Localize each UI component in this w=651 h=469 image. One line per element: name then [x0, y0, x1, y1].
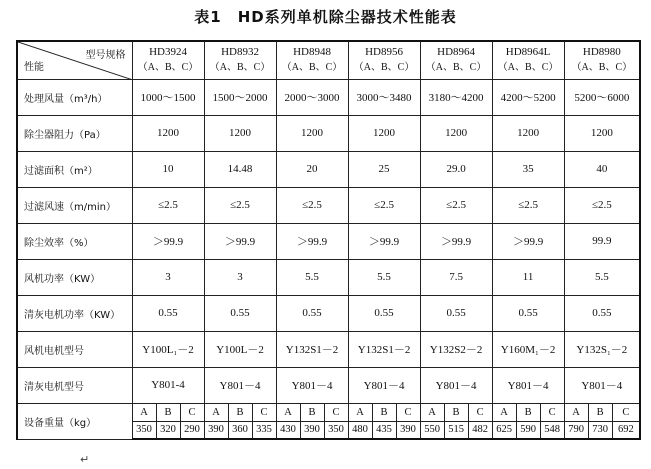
corner-header-cell — [17, 41, 132, 79]
table-row — [17, 367, 640, 403]
weight-value-cell: 550 — [420, 421, 444, 439]
value-cell: 0.55 — [348, 295, 420, 331]
value-cell: ≤2.5 — [492, 187, 564, 223]
value-cell: 1500～2000 — [204, 79, 276, 115]
weight-variant-label: C — [612, 403, 640, 421]
row-label: 过滤面积（m²） — [17, 151, 132, 187]
value-cell: Y100L－2 — [204, 331, 276, 367]
weight-value-cell: 430 — [276, 421, 300, 439]
model-header-cell — [132, 41, 204, 79]
weight-value-cell: 515 — [444, 421, 468, 439]
weight-variant-label: B — [156, 403, 180, 421]
model-header-cell — [204, 41, 276, 79]
value-cell: 10 — [132, 151, 204, 187]
row-label: 风机功率（KW） — [17, 259, 132, 295]
model-name: HD8932 — [221, 46, 259, 59]
value-cell: 5.5 — [348, 259, 420, 295]
value-cell: Y801－4 — [348, 367, 420, 403]
header-row — [17, 41, 640, 79]
value-cell: 0.55 — [420, 295, 492, 331]
value-cell: 99.9 — [564, 223, 640, 259]
model-name: HD8964L — [505, 46, 551, 59]
value-cell: Y132S1－2 — [348, 331, 420, 367]
value-cell: Y132S₁－2 — [564, 331, 640, 367]
weight-variant-label: A — [348, 403, 372, 421]
model-header-cell — [492, 41, 564, 79]
weight-variant-label: C — [324, 403, 348, 421]
weight-variant-label: B — [372, 403, 396, 421]
value-cell: 29.0 — [420, 151, 492, 187]
weight-variant-label: B — [444, 403, 468, 421]
table-title: 表1 HD系列单机除尘器技术性能表 — [194, 8, 457, 26]
row-label: 处理风量（m³/h） — [17, 79, 132, 115]
value-cell: 7.5 — [420, 259, 492, 295]
value-cell: Y160M₁－2 — [492, 331, 564, 367]
table-row — [17, 187, 640, 223]
weight-variant-label: C — [180, 403, 204, 421]
model-variants: （A、B、C） — [425, 62, 487, 74]
model-variants: （A、B、C） — [137, 62, 199, 74]
value-cell: 3 — [132, 259, 204, 295]
value-cell: ＞99.9 — [132, 223, 204, 259]
weight-value-cell: 390 — [396, 421, 420, 439]
value-cell: Y801－4 — [204, 367, 276, 403]
value-cell: 4200～5200 — [492, 79, 564, 115]
corner-top-label: 型号规格 — [85, 50, 126, 61]
model-variants: （A、B、C） — [571, 62, 633, 74]
table-row — [17, 331, 640, 367]
weight-variant-label: B — [588, 403, 612, 421]
value-cell: 1200 — [132, 115, 204, 151]
weight-label: 设备重量（kg） — [17, 403, 132, 439]
table-row — [17, 259, 640, 295]
row-label: 清灰电机型号 — [17, 367, 132, 403]
model-name: HD8956 — [365, 46, 403, 59]
weight-variant-label: A — [276, 403, 300, 421]
weight-variant-label: A — [420, 403, 444, 421]
weight-value-cell: 480 — [348, 421, 372, 439]
value-cell: Y801－4 — [492, 367, 564, 403]
model-variants: （A、B、C） — [353, 62, 415, 74]
weight-variant-label: B — [300, 403, 324, 421]
model-name: HD8980 — [582, 46, 621, 59]
model-header-cell — [564, 41, 640, 79]
value-cell: 0.55 — [132, 295, 204, 331]
value-cell: 14.48 — [204, 151, 276, 187]
table-row — [17, 115, 640, 151]
model-variants: （A、B、C） — [281, 62, 343, 74]
value-cell: ≤2.5 — [132, 187, 204, 223]
value-cell: 40 — [564, 151, 640, 187]
value-cell: Y801-4 — [132, 367, 204, 403]
value-cell: 0.55 — [204, 295, 276, 331]
value-cell: 1200 — [204, 115, 276, 151]
value-cell: 1200 — [492, 115, 564, 151]
value-cell: 1200 — [564, 115, 640, 151]
weight-value-cell: 590 — [516, 421, 540, 439]
model-variants: （A、B、C） — [209, 62, 271, 74]
weight-variant-row — [17, 403, 640, 421]
spec-table — [16, 40, 641, 440]
paragraph-mark: ↵ — [80, 453, 90, 466]
weight-value-cell: 360 — [228, 421, 252, 439]
value-cell: 20 — [276, 151, 348, 187]
table-row — [17, 151, 640, 187]
weight-variant-label: A — [492, 403, 516, 421]
value-cell: 11 — [492, 259, 564, 295]
weight-value-cell: 435 — [372, 421, 396, 439]
model-name: HD8948 — [293, 46, 331, 59]
weight-value-cell: 390 — [204, 421, 228, 439]
value-cell: 5200～6000 — [564, 79, 640, 115]
value-cell: ＞99.9 — [204, 223, 276, 259]
value-cell: 0.55 — [492, 295, 564, 331]
value-cell: ＞99.9 — [348, 223, 420, 259]
weight-value-cell: 548 — [540, 421, 564, 439]
value-cell: 25 — [348, 151, 420, 187]
weight-value-cell: 390 — [300, 421, 324, 439]
value-cell: 0.55 — [276, 295, 348, 331]
value-cell: 1200 — [276, 115, 348, 151]
value-cell: 1000～1500 — [132, 79, 204, 115]
weight-variant-label: C — [468, 403, 492, 421]
model-name: HD8964 — [437, 46, 476, 59]
value-cell: Y801－4 — [564, 367, 640, 403]
value-cell: 1200 — [348, 115, 420, 151]
weight-value-cell: 692 — [612, 421, 640, 439]
value-cell: 5.5 — [564, 259, 640, 295]
value-cell: ≤2.5 — [204, 187, 276, 223]
weight-value-cell: 730 — [588, 421, 612, 439]
value-cell: ≤2.5 — [348, 187, 420, 223]
value-cell: Y100L₁－2 — [132, 331, 204, 367]
row-label: 清灰电机功率（KW） — [17, 295, 132, 331]
table-row — [17, 223, 640, 259]
weight-value-cell: 625 — [492, 421, 516, 439]
value-cell: Y801－4 — [276, 367, 348, 403]
row-label: 过滤风速（m/min） — [17, 187, 132, 223]
model-header-cell — [276, 41, 348, 79]
value-cell: 1200 — [420, 115, 492, 151]
weight-value-cell: 482 — [468, 421, 492, 439]
value-cell: 35 — [492, 151, 564, 187]
model-name: HD3924 — [149, 46, 187, 59]
weight-value-cell: 790 — [564, 421, 588, 439]
value-cell: 2000～3000 — [276, 79, 348, 115]
corner-bottom-label: 性能 — [24, 61, 44, 73]
weight-value-cell: 335 — [252, 421, 276, 439]
value-cell: 3180～4200 — [420, 79, 492, 115]
weight-variant-label: C — [396, 403, 420, 421]
value-cell: ＞99.9 — [276, 223, 348, 259]
model-header-cell — [348, 41, 420, 79]
row-label: 除尘器阻力（Pa） — [17, 115, 132, 151]
table-row — [17, 79, 640, 115]
value-cell: ≤2.5 — [276, 187, 348, 223]
value-cell: 5.5 — [276, 259, 348, 295]
row-label: 风机电机型号 — [17, 331, 132, 367]
value-cell: 3 — [204, 259, 276, 295]
model-variants: （A、B、C） — [497, 62, 559, 74]
weight-value-cell: 350 — [324, 421, 348, 439]
weight-value-cell: 350 — [132, 421, 156, 439]
value-cell: ≤2.5 — [420, 187, 492, 223]
value-cell: Y132S1－2 — [276, 331, 348, 367]
weight-variant-label: A — [132, 403, 156, 421]
value-cell: Y132S2－2 — [420, 331, 492, 367]
weight-value-cell: 320 — [156, 421, 180, 439]
value-cell: ＞99.9 — [420, 223, 492, 259]
weight-value-cell: 290 — [180, 421, 204, 439]
value-cell: ＞99.9 — [492, 223, 564, 259]
weight-variant-label: B — [516, 403, 540, 421]
row-label: 除尘效率（%） — [17, 223, 132, 259]
value-cell: Y801－4 — [420, 367, 492, 403]
weight-variant-label: B — [228, 403, 252, 421]
model-header-cell — [420, 41, 492, 79]
table-row — [17, 295, 640, 331]
weight-variant-label: A — [564, 403, 588, 421]
value-cell: ≤2.5 — [564, 187, 640, 223]
weight-variant-label: C — [540, 403, 564, 421]
weight-variant-label: C — [252, 403, 276, 421]
weight-variant-label: A — [204, 403, 228, 421]
value-cell: 0.55 — [564, 295, 640, 331]
value-cell: 3000～3480 — [348, 79, 420, 115]
